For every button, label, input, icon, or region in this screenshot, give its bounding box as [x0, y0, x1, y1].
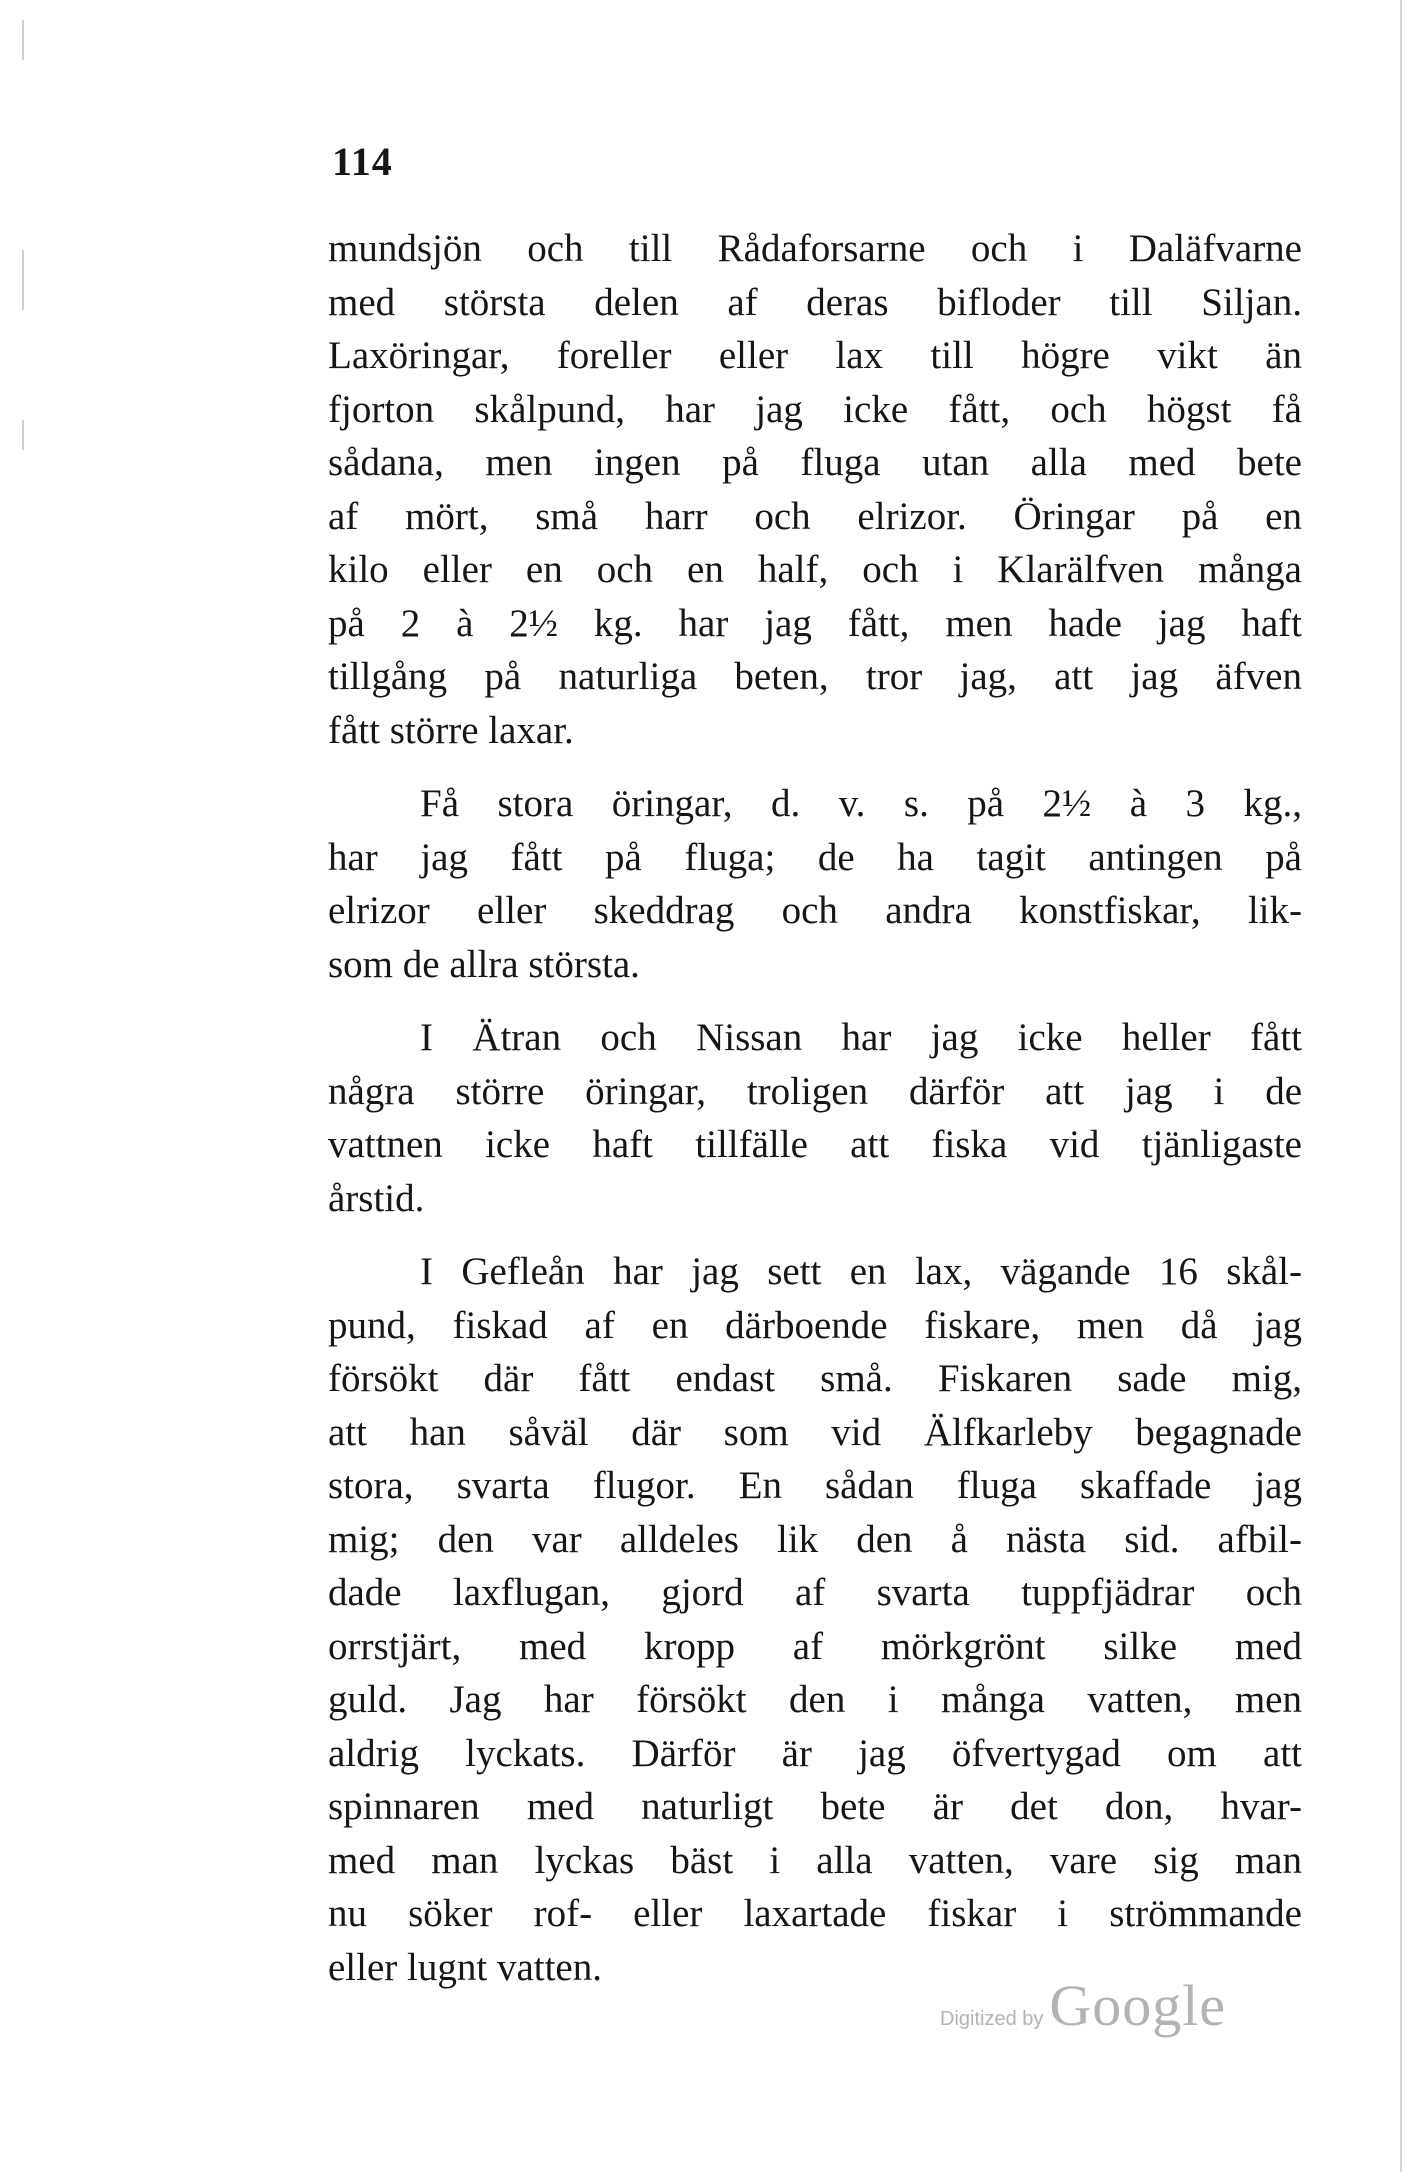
text-line: eller lugnt vatten.: [328, 1945, 602, 1989]
text-line: mundsjön och till Rådaforsarne och i Daläfvarne: [328, 227, 1302, 270]
text-line: nu söker rof- eller laxartade fiskar i strömmande: [328, 1892, 1302, 1935]
text-line: orrstjärt, med kropp af mörkgrönt silke med: [328, 1624, 1302, 1668]
text-line: försökt där fått endast små. Fiskaren sade mig,: [328, 1357, 1302, 1400]
text-line: årstid.: [328, 1176, 425, 1220]
text-line: Laxöringar, foreller eller lax till högre vikt än: [328, 334, 1302, 377]
text-line: I Ätran och Nissan har jag icke heller fått: [420, 1016, 1302, 1059]
watermark-logo: Google: [1049, 1973, 1227, 2038]
text-line: kilo eller en och en half, och i Klarälfven många: [328, 548, 1302, 591]
text-line: af mört, små harr och elrizor. Öringar på en: [328, 494, 1302, 538]
text-line: tillgång på naturliga beten, tror jag, att jag äfven: [328, 655, 1302, 698]
page-number: 114: [332, 139, 393, 184]
text-line: med största delen af deras bifloder till Siljan.: [328, 280, 1302, 324]
paragraph: [328, 1011, 1302, 1225]
paragraph: [328, 777, 1302, 991]
text-line: som de allra största.: [328, 942, 640, 986]
page-edge-mark: [22, 420, 24, 450]
text-line: sådana, men ingen på fluga utan alla med bete: [328, 441, 1302, 484]
text-line: I Gefleån har jag sett en lax, vägande 16 skål-: [420, 1250, 1302, 1293]
page-edge-mark: [22, 250, 24, 310]
text-line: pund, fiskad af en därboende fiskare, men då jag: [328, 1303, 1302, 1347]
text-line: aldrig lyckats. Därför är jag öfvertygad om att: [328, 1731, 1302, 1775]
text-line: med man lyckas bäst i alla vatten, vare sig man: [328, 1838, 1302, 1882]
body-text: [328, 222, 1302, 1994]
text-line: vattnen icke haft tillfälle att fiska vid tjänligaste: [328, 1123, 1302, 1166]
paragraph: [328, 1245, 1302, 1994]
text-line: guld. Jag har försökt den i många vatten, men: [328, 1678, 1302, 1721]
text-line: spinnaren med naturligt bete är det don, hvar-: [328, 1785, 1302, 1828]
paragraph: [328, 222, 1302, 757]
page-edge-line: [1400, 0, 1402, 2172]
text-line: dade laxflugan, gjord af svarta tuppfjädrar och: [328, 1571, 1302, 1614]
text-line: att han såväl där som vid Älfkarleby begagnade: [328, 1410, 1302, 1454]
digitized-watermark: [940, 1972, 1226, 2039]
text-line: har jag fått på fluga; de ha tagit antingen på: [328, 835, 1302, 879]
page-edge-mark: [22, 20, 24, 60]
text-line: elrizor eller skeddrag och andra konstfiskar, lik-: [328, 889, 1302, 932]
text-line: några större öringar, troligen därför att jag i de: [328, 1069, 1302, 1113]
text-line: fjorton skålpund, har jag icke fått, och högst få: [328, 387, 1302, 431]
watermark-prefix: Digitized by: [940, 2008, 1044, 2030]
text-line: på 2 à 2½ kg. har jag fått, men hade jag haft: [328, 601, 1302, 645]
text-line: mig; den var alldeles lik den å nästa sid. afbil-: [328, 1517, 1302, 1561]
text-line: Få stora öringar, d. v. s. på 2½ à 3 kg.,: [420, 782, 1302, 825]
text-line: fått större laxar.: [328, 708, 574, 752]
text-line: stora, svarta flugor. En sådan fluga skaffade jag: [328, 1464, 1302, 1507]
